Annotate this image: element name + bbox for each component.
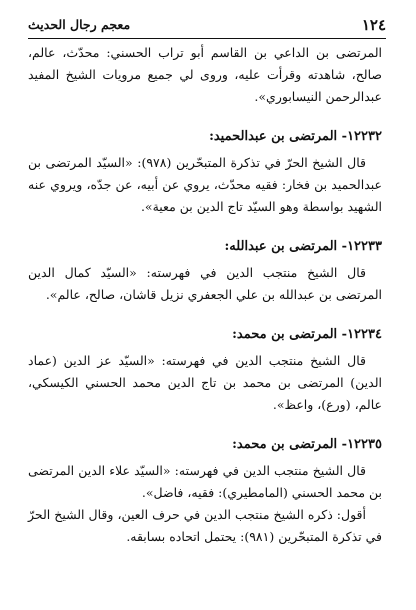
continuation-entry: [28, 42, 382, 108]
author-note-paragraph: أقول: ذكره الشيخ منتجب الدين في حرف العين، وقال الشيخ الحرّ في تذكرة المتبحّرين (٩٨١): يحتمل اتحاده بسابقه.: [28, 507, 382, 544]
page-number: ١٢٤: [361, 16, 386, 34]
entry-paragraph: قال الشيخ منتجب الدين في فهرسته: «السيّد علاء الدين المرتضى بن محمد الحسني (المامطيري): فقيه، فاضل».: [28, 463, 382, 500]
running-title: معجم رجال الحديث: [28, 17, 131, 32]
entry-12234: [28, 324, 382, 416]
entry-heading: ١٢٢٣٤- المرتضى بن محمد:: [232, 327, 382, 342]
page-header: [28, 16, 386, 39]
entry-heading: ١٢٢٣٢- المرتضى بن عبدالحميد:: [209, 129, 382, 144]
entry-paragraph: قال الشيخ منتجب الدين في فهرسته: «السيّد كمال الدين المرتضى بن عبدالله بن علي الجعفري نزيل قاشان، صالح، عالم».: [28, 265, 382, 302]
entry-paragraph: قال الشيخ الحرّ في تذكرة المتبحّرين (٩٧٨): «السيّد المرتضى بن عبدالحميد بن فخار: فقيه محدّث، يروي عن أبيه، عن جدّه، ويروي عنه الشهيد بواسطة وهو السيّد تاج الدين بن معية».: [28, 155, 382, 214]
entry-12233: [28, 236, 382, 306]
page-content: [28, 42, 382, 566]
entry-12235: [28, 434, 382, 548]
entry-12232: [28, 126, 382, 218]
entry-heading: ١٢٢٣٣- المرتضى بن عبدالله:: [224, 239, 382, 254]
entry-heading: ١٢٢٣٥- المرتضى بن محمد:: [232, 437, 382, 452]
continuation-paragraph: المرتضى بن الداعي بن القاسم أبو تراب الحسني: محدّث، عالم، صالح، شاهدته وقرأت عليه، وروى لي جميع مرويات الشيخ المفيد عبدالرحمن النيسابوري».: [28, 45, 382, 104]
entry-paragraph: قال الشيخ منتجب الدين في فهرسته: «السيّد عز الدين (عماد الدين) المرتضى بن محمد بن تاج الدين محمد الحسني الكيسكي، عالم، (ورع)، واعظ».: [28, 353, 382, 412]
